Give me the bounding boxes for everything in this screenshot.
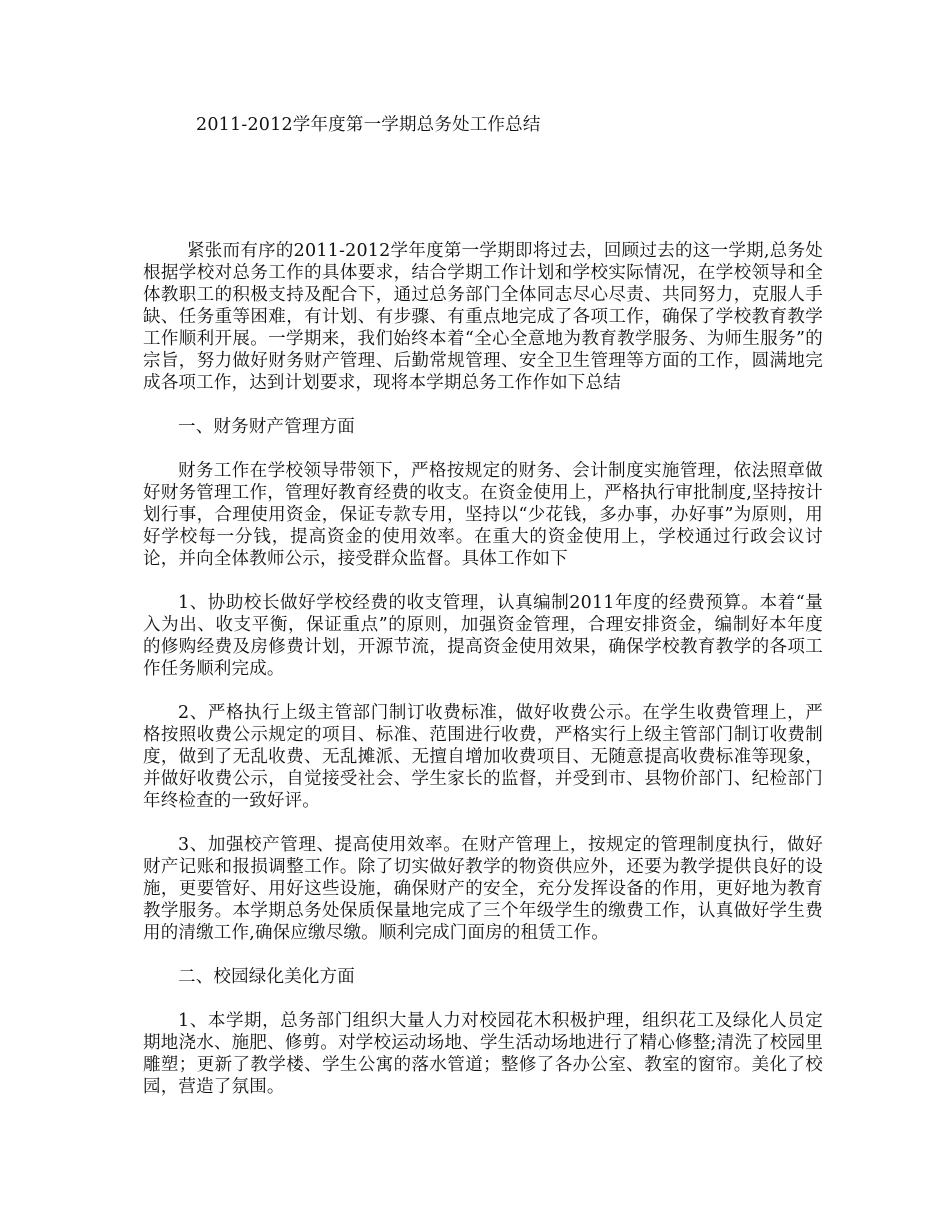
- finance-item-1: 1、协助校长做好学校经费的收支管理，认真编制2011年度的经费预算。本着“量入为出、收支平衡，保证重点”的原则，加强资金管理，合理安排资金，编制好本年度的修购经费及房修费计划，开源节流，提高资金使用效果，确保学校教育教学的各项工作任务顺利完成。: [143, 593, 823, 679]
- section-heading-greening: 二、校园绿化美化方面: [178, 967, 355, 987]
- greening-item-1: 1、本学期，总务部门组织大量人力对校园花木积极护理，组织花工及绿化人员定期地浇水、施肥、修剪。对学校运动场地、学生活动场地进行了精心修整;清洗了校园里雕塑；更新了教学楼、学生公寓的落水管道；整修了各办公室、教室的窗帘。美化了校园，营造了氛围。: [143, 1011, 823, 1097]
- intro-paragraph: 紧张而有序的2011-2012学年度第一学期即将过去，回顾过去的这一学期,总务处根据学校对总务工作的具体要求，结合学期工作计划和学校实际情况，在学校领导和全体教职工的积极支持及配合下，通过总务部门全体同志尽心尽责、共同努力，克服人手缺、任务重等困难，有计划、有步骤、有重点地完成了各项工作，确保了学校教育教学工作顺利开展。一学期来，我们始终本着“全心全意地为教育教学服务、为师生服务”的宗旨，努力做好财务财产管理、后勤常规管理、安全卫生管理等方面的工作，圆满地完成各项工作，达到计划要求，现将本学期总务工作作如下总结: [143, 241, 823, 393]
- finance-item-3: 3、加强校产管理、提高使用效率。在财产管理上，按规定的管理制度执行，做好财产记账和报损调整工作。除了切实做好教学的物资供应外，还要为教学提供良好的设施，更要管好、用好这些设施，确保财产的安全，充分发挥设备的作用，更好地为教育教学服务。本学期总务处保质保量地完成了三个年级学生的缴费工作，认真做好学生费用的清缴工作,确保应缴尽缴。顺利完成门面房的租赁工作。: [143, 835, 823, 943]
- document-title: 2011-2012学年度第一学期总务处工作总结: [196, 115, 541, 135]
- finance-intro-paragraph: 财务工作在学校领导带领下，严格按规定的财务、会计制度实施管理，依法照章做好财务管理工作，管理好教育经费的收支。在资金使用上，严格执行审批制度,坚持按计划行事，合理使用资金，保证专款专用，坚持以“少花钱，多办事，办好事”为原则，用好学校每一分钱，提高资金的使用效率。在重大的资金使用上，学校通过行政会议讨论，并向全体教师公示，接受群众监督。具体工作如下: [143, 461, 823, 569]
- document-body: [143, 240, 823, 1120]
- finance-item-2: 2、严格执行上级主管部门制订收费标准，做好收费公示。在学生收费管理上，严格按照收费公示规定的项目、标准、范围进行收费，严格实行上级主管部门制订收费制度，做到了无乱收费、无乱摊派、无擅自增加收费项目、无随意提高收费标准等现象，并做好收费公示，自觉接受社会、学生家长的监督，并受到市、县物价部门、纪检部门年终检查的一致好评。: [143, 703, 823, 811]
- section-heading-finance: 一、财务财产管理方面: [178, 417, 355, 437]
